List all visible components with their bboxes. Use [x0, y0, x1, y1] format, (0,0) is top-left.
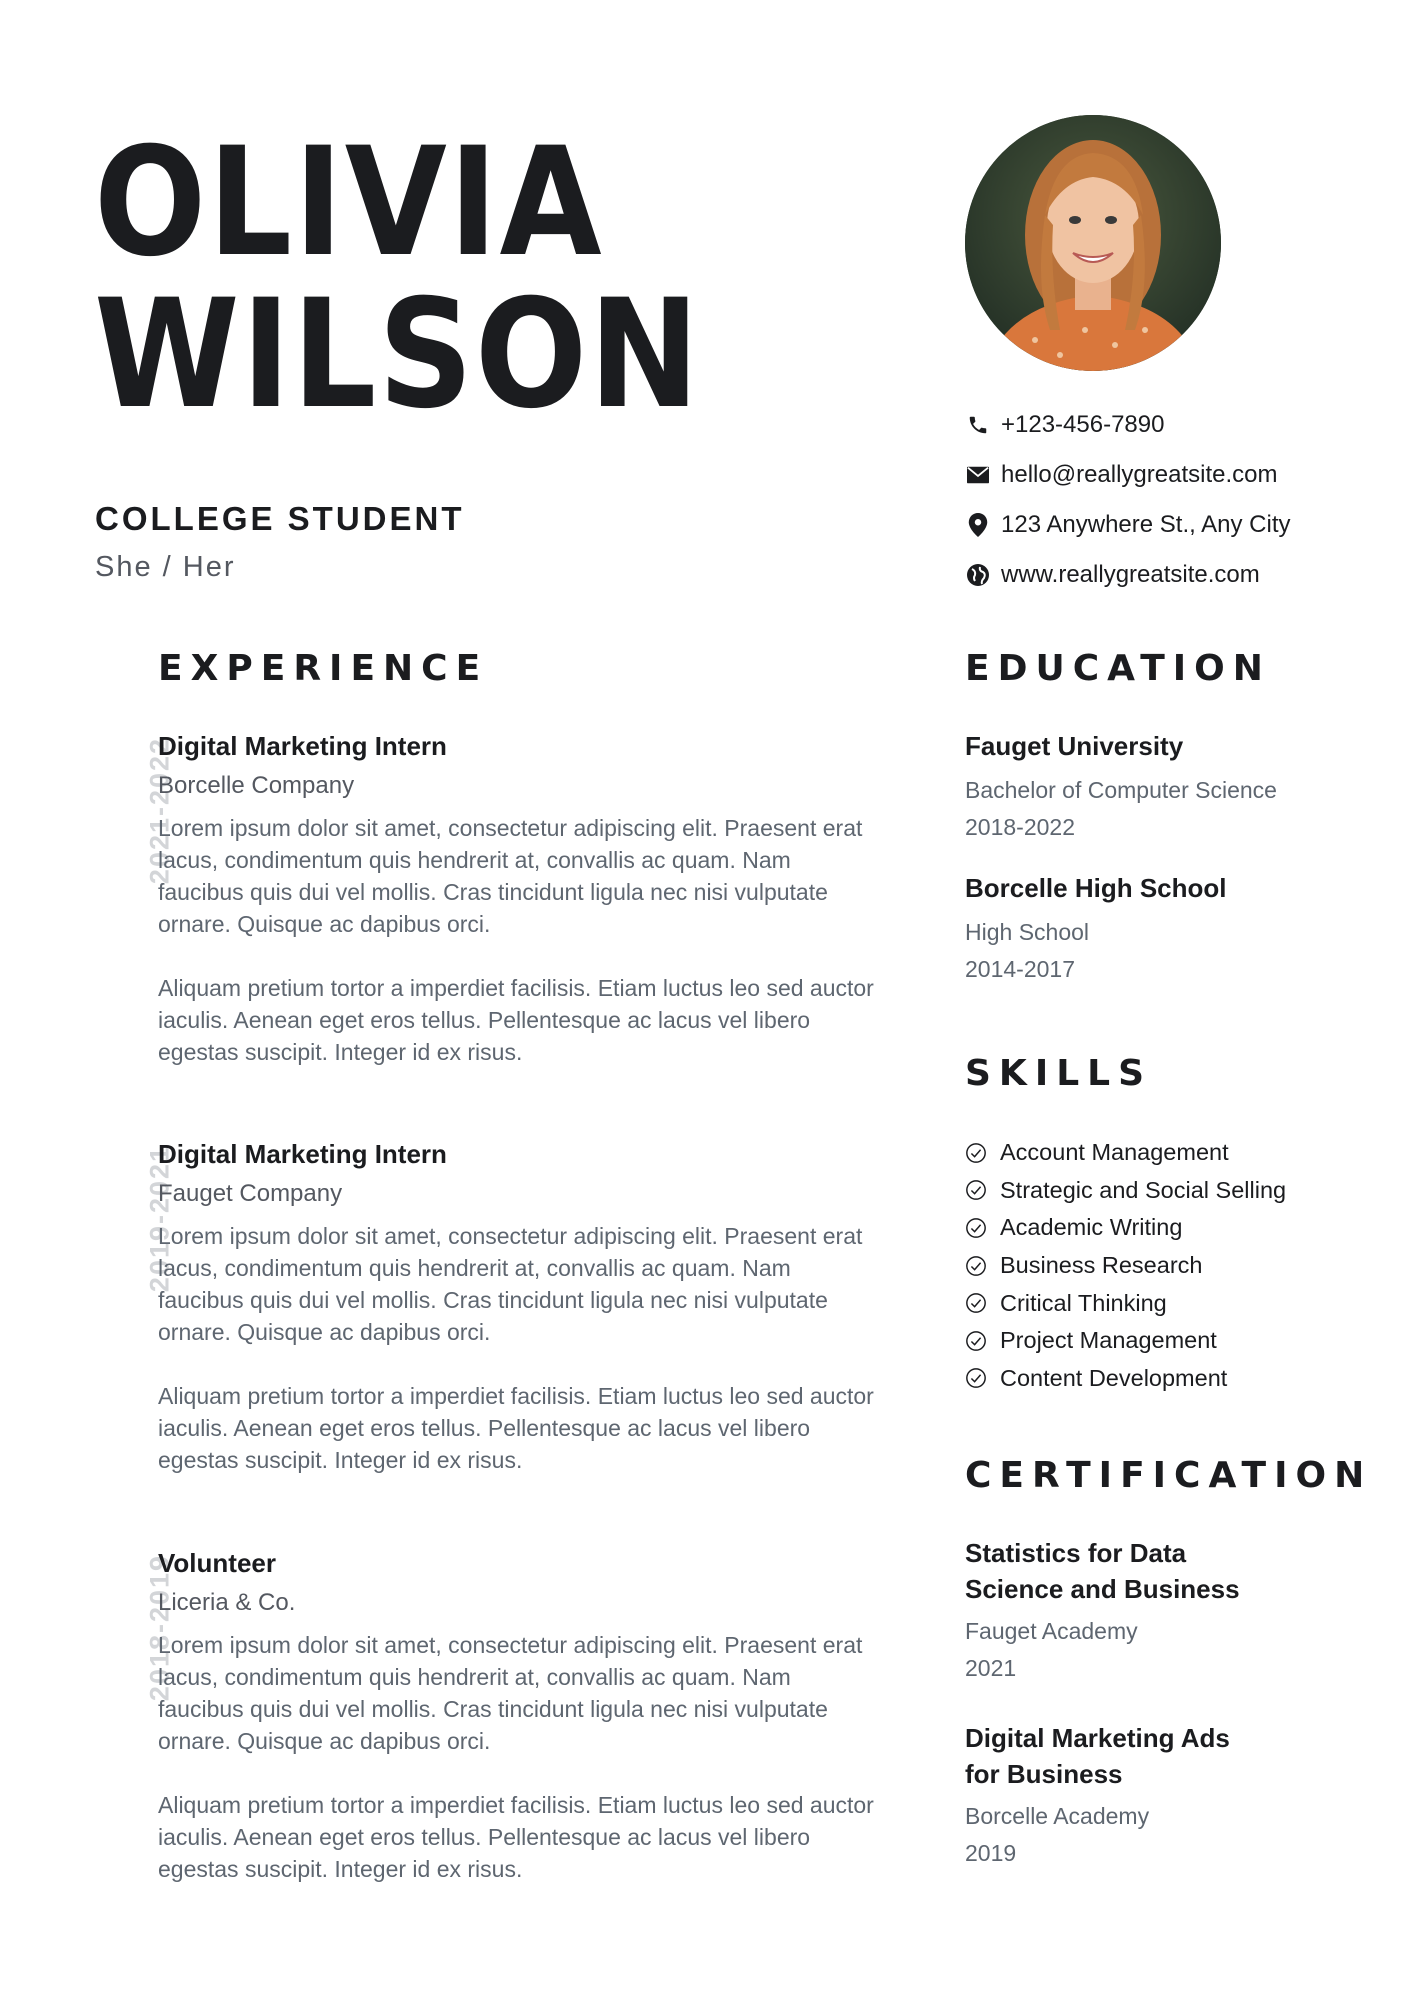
certification-name: Statistics for Data — [965, 1538, 1187, 1568]
certification-heading: CERTIFICATION — [965, 1455, 1373, 1496]
experience-item — [158, 1136, 878, 1476]
job-title: COLLEGE STUDENT — [95, 500, 465, 537]
experience-item — [158, 728, 878, 1068]
experience-description: Aliquam pretium tortor a imperdiet facilisis. Etiam luctus leo sed auctor iaculis. Aenean eget eros tellus. Pellentesque ac lacus vel libero egestas suscipit. Integer id ex risus. — [158, 1792, 874, 1882]
check-circle-icon — [965, 1179, 987, 1201]
skill-label: Project Management — [1000, 1327, 1217, 1354]
skill-label: Account Management — [1000, 1139, 1229, 1166]
skills-list — [965, 1134, 1365, 1397]
certification-issuer: Borcelle Academy — [965, 1803, 1150, 1829]
skill-item — [965, 1209, 1365, 1247]
certification-item — [965, 1720, 1345, 1872]
check-circle-icon — [965, 1292, 987, 1314]
degree: Bachelor of Computer Science — [965, 777, 1277, 803]
skill-item — [965, 1172, 1365, 1210]
certification-name: Science and Business — [965, 1574, 1240, 1604]
experience-company: Fauget Company — [158, 1180, 343, 1207]
check-circle-icon — [965, 1142, 987, 1164]
certification-item — [965, 1535, 1345, 1687]
skill-item — [965, 1284, 1365, 1322]
certification-name: for Business — [965, 1759, 1123, 1789]
education-item — [965, 728, 1345, 846]
certification-name: Digital Marketing Ads — [965, 1723, 1230, 1753]
last-name: WILSON — [94, 268, 702, 442]
email-text[interactable]: hello@reallygreatsite.com — [1001, 461, 1278, 488]
experience-role: Digital Marketing Intern — [158, 1139, 447, 1169]
check-circle-icon — [965, 1330, 987, 1352]
contact-list — [965, 400, 1365, 600]
education-heading: EDUCATION — [965, 648, 1271, 689]
first-name: OLIVIA — [94, 116, 604, 290]
experience-description: Aliquam pretium tortor a imperdiet facilisis. Etiam luctus leo sed auctor iaculis. Aenean eget eros tellus. Pellentesque ac lacus vel libero egestas suscipit. Integer id ex risus. — [158, 975, 874, 1065]
website-text[interactable]: www.reallygreatsite.com — [1001, 561, 1260, 588]
contact-address — [965, 500, 1365, 550]
skill-label: Critical Thinking — [1000, 1289, 1167, 1316]
globe-icon — [965, 562, 991, 588]
experience-item — [158, 1545, 878, 1885]
profile-photo — [965, 115, 1221, 371]
phone-icon — [965, 412, 991, 438]
experience-heading: EXPERIENCE — [158, 648, 489, 689]
education-item — [965, 870, 1345, 988]
address-text: 123 Anywhere St., Any City — [1001, 511, 1291, 538]
school-name: Borcelle High School — [965, 873, 1227, 903]
skill-item — [965, 1322, 1365, 1360]
skill-label: Business Research — [1000, 1252, 1203, 1279]
check-circle-icon — [965, 1217, 987, 1239]
contact-phone — [965, 400, 1365, 450]
skill-label: Strategic and Social Selling — [1000, 1176, 1287, 1203]
experience-role: Digital Marketing Intern — [158, 731, 447, 761]
experience-description: Lorem ipsum dolor sit amet, consectetur adipiscing elit. Praesent erat lacus, condimentum quis hendrerit at, convallis ac quam. Nam faucibus quis dui vel mollis. Cras tincidunt ligula nec nisi vulputate ornare. Quisque ac dapibus orci. — [158, 1632, 863, 1754]
experience-years: 2018-2019 — [144, 1553, 175, 1702]
skill-item — [965, 1247, 1365, 1285]
check-circle-icon — [965, 1367, 987, 1389]
experience-description: Lorem ipsum dolor sit amet, consectetur adipiscing elit. Praesent erat lacus, condimentum quis hendrerit at, convallis ac quam. Nam faucibus quis dui vel mollis. Cras tincidunt ligula nec nisi vulputate ornare. Quisque ac dapibus orci. — [158, 1223, 863, 1345]
check-circle-icon — [965, 1255, 987, 1277]
experience-years: 2019-2021 — [144, 1144, 175, 1293]
education-years: 2014-2017 — [965, 956, 1075, 982]
experience-description: Lorem ipsum dolor sit amet, consectetur adipiscing elit. Praesent erat lacus, condimentum quis hendrerit at, convallis ac quam. Nam faucibus quis dui vel mollis. Cras tincidunt ligula nec nisi vulputate ornare. Quisque ac dapibus orci. — [158, 815, 863, 937]
experience-role: Volunteer — [158, 1548, 276, 1578]
contact-website — [965, 550, 1365, 600]
certification-issuer: Fauget Academy — [965, 1618, 1138, 1644]
certification-year: 2019 — [965, 1840, 1017, 1866]
education-years: 2018-2022 — [965, 814, 1075, 840]
pronouns: She / Her — [95, 551, 236, 583]
phone-text: +123-456-7890 — [1001, 411, 1165, 438]
school-name: Fauget University — [965, 731, 1184, 761]
experience-years: 2021-2022 — [144, 736, 175, 885]
skill-label: Academic Writing — [1000, 1214, 1183, 1241]
mail-icon — [965, 462, 991, 488]
skill-item — [965, 1134, 1365, 1172]
experience-company: Borcelle Company — [158, 772, 355, 799]
experience-description: Aliquam pretium tortor a imperdiet facilisis. Etiam luctus leo sed auctor iaculis. Aenean eget eros tellus. Pellentesque ac lacus vel libero egestas suscipit. Integer id ex risus. — [158, 1383, 874, 1473]
skill-item — [965, 1360, 1365, 1398]
skill-label: Content Development — [1000, 1364, 1228, 1391]
certification-year: 2021 — [965, 1655, 1017, 1681]
skills-heading: SKILLS — [965, 1053, 1153, 1094]
experience-company: Liceria & Co. — [158, 1589, 296, 1616]
contact-email — [965, 450, 1365, 500]
degree: High School — [965, 919, 1090, 945]
location-pin-icon — [965, 512, 991, 538]
